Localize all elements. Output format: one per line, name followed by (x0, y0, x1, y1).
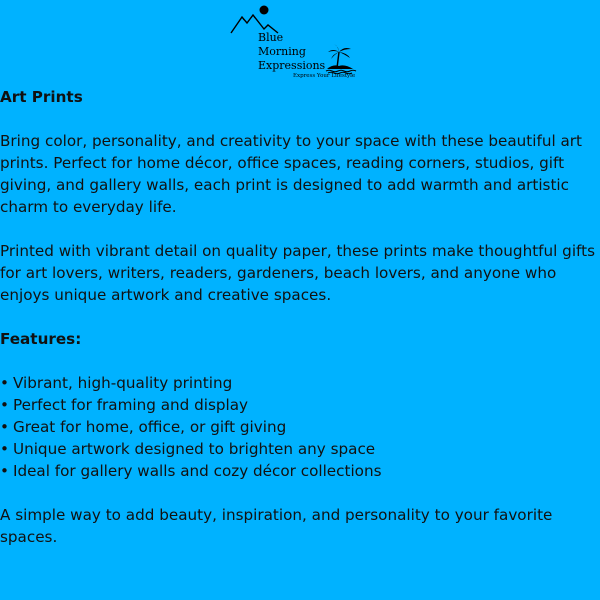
feature-text: Great for home, office, or gift giving (12, 418, 287, 436)
closing-paragraph: A simple way to add beauty, inspiration, and personality to your favorite spaces. (0, 506, 553, 546)
feature-text: Vibrant, high-quality printing (12, 374, 233, 392)
bullet-glyph: • (0, 440, 9, 458)
list-item (0, 372, 600, 394)
bullet-glyph: • (0, 396, 9, 414)
bullet-glyph: • (0, 418, 9, 436)
features-list (0, 372, 600, 482)
product-description (0, 86, 600, 570)
feature-text: Ideal for gallery walls and cozy décor collections (12, 462, 382, 480)
features-heading: Features: (0, 330, 82, 348)
list-item (0, 416, 600, 438)
bullet-glyph: • (0, 374, 9, 392)
list-item (0, 438, 600, 460)
brand-logo (228, 4, 368, 84)
feature-text: Unique artwork designed to brighten any space (12, 440, 376, 458)
brand-name-line-1: Blue (258, 31, 284, 44)
brand-tagline: Express Your Lifestyle (293, 73, 356, 79)
detail-paragraph: Printed with vibrant detail on quality paper, these prints make thoughtful gifts for art lovers, writers, readers, gardeners, beach lovers, and anyone who enjoys unique artwork and creative spaces. (0, 242, 595, 304)
page-title: Art Prints (0, 88, 83, 106)
list-item (0, 460, 600, 482)
palm-island-icon (325, 42, 357, 74)
intro-paragraph: Bring color, personality, and creativity to your space with these beautiful art prints. Perfect for home décor, office spaces, reading corners, studios, gift giving, and gallery walls, each print is designed to add warmth and artistic charm to everyday life. (0, 132, 583, 216)
list-item (0, 394, 600, 416)
brand-name-line-2: Morning (258, 45, 306, 58)
bullet-glyph: • (0, 462, 9, 480)
brand-name-line-3: Expressions (258, 59, 326, 72)
feature-text: Perfect for framing and display (12, 396, 249, 414)
